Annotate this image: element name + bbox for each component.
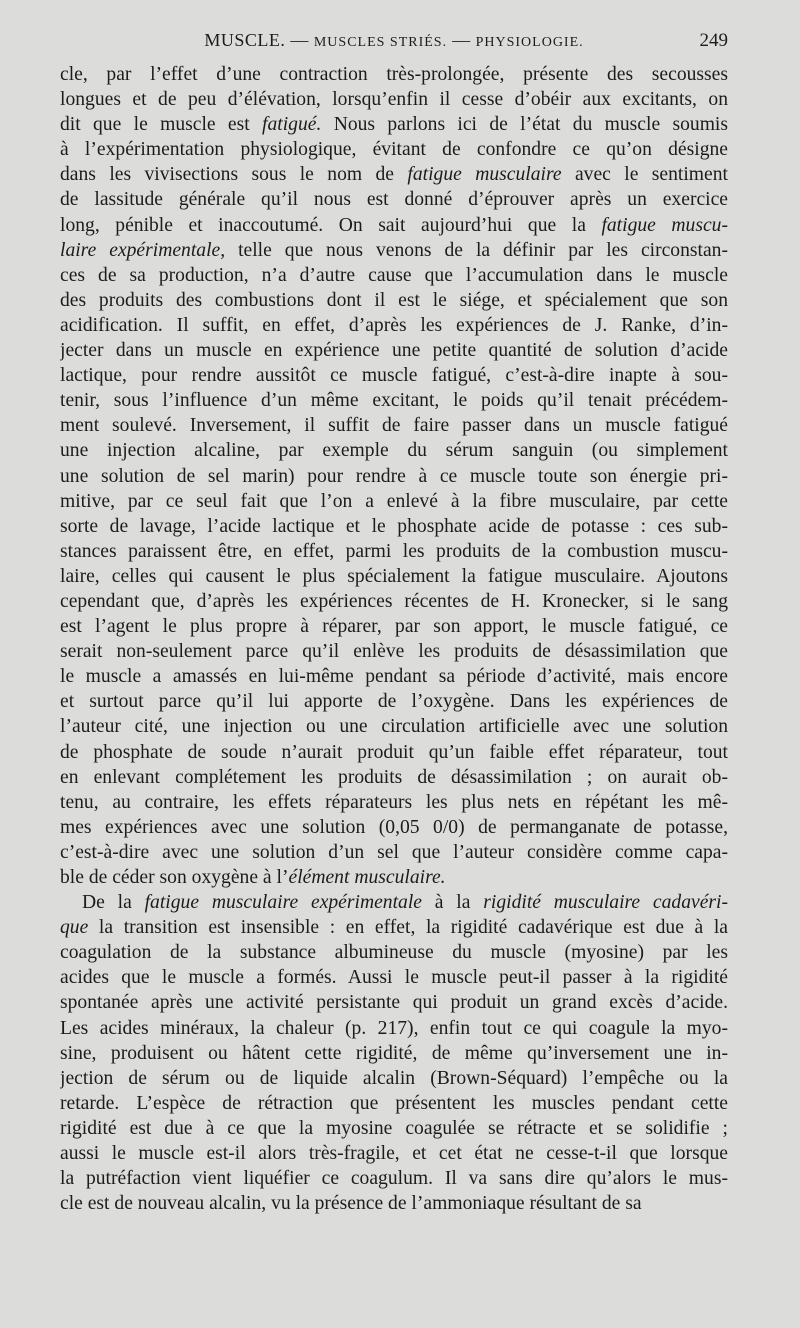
- text-run: mitive, par ce seul fait que l’on a enlevé à la fibre musculaire, par cette: [60, 490, 728, 512]
- running-title: [60, 30, 728, 51]
- text-line: [60, 664, 728, 689]
- text-run: jecter dans un muscle en expérience une petite quantité de solution d’acide: [60, 340, 728, 362]
- italic-text-run: fatigue muscu-: [601, 214, 728, 236]
- text-line: [60, 1116, 728, 1141]
- text-run: Nous parlons ici de l’état du muscle soumis: [321, 114, 728, 136]
- text-line: [60, 765, 728, 790]
- text-run: ment soulevé. Inversement, il suffit de faire passer dans un muscle fatigué: [60, 415, 728, 437]
- page-number: 249: [699, 30, 728, 51]
- text-run: rigidité est due à ce que la myosine coagulée se rétracte et se solidifie ;: [60, 1117, 728, 1139]
- text-line: [60, 1041, 728, 1066]
- text-run: mes expériences avec une solution (0,05 0/0) de permanganate de potasse,: [60, 816, 728, 838]
- text-line: [60, 639, 728, 664]
- text-run: l’auteur cité, une injection ou une circulation artificielle avec une solution: [60, 716, 728, 738]
- text-run: stances paraissent être, en effet, parmi les produits de la combustion muscu-: [60, 540, 728, 562]
- text-line: [60, 464, 728, 489]
- text-run: le muscle a amassés en lui-même pendant sa période d’activité, mais encore: [60, 666, 728, 688]
- body-text: [60, 62, 728, 1216]
- title-subsection: PHYSIOLOGIE.: [475, 35, 584, 50]
- text-line: [60, 112, 728, 137]
- text-line: [60, 890, 728, 915]
- text-run: de phosphate de soude n’aurait produit qu’un faible effet réparateur, tout: [60, 741, 728, 763]
- text-line: [60, 313, 728, 338]
- italic-text-run: fatigue musculaire expérimentale: [144, 892, 422, 914]
- text-line: [60, 162, 728, 187]
- italic-text-run: fatigué.: [262, 114, 322, 136]
- text-line: [60, 790, 728, 815]
- text-run: ble de céder son oxygène à l’: [60, 867, 289, 888]
- text-run: serait non-seulement parce qu’il enlève les produits de désassimilation que: [60, 641, 728, 663]
- text-line: [60, 438, 728, 463]
- text-line: [60, 87, 728, 112]
- paragraph: [60, 890, 728, 1216]
- text-run: et surtout parce qu’il lui apporte de l’oxygène. Dans les expériences de: [60, 691, 728, 713]
- text-run: laire, celles qui causent le plus spécialement la fatigue musculaire. Ajoutons: [60, 565, 728, 587]
- text-line: [60, 388, 728, 413]
- text-line: [60, 539, 728, 564]
- text-run: Les acides minéraux, la chaleur (p. 217), enfin tout ce qui coagule la myo-: [60, 1017, 728, 1039]
- text-run: cependant que, d’après les expériences récentes de H. Kronecker, si le sang: [60, 590, 728, 612]
- text-run: retarde. L’espèce de rétraction que présentent les muscles pendant cette: [60, 1092, 728, 1114]
- italic-text-run: élément musculaire.: [288, 867, 446, 888]
- text-run: cle, par l’effet d’une contraction très-prolongée, présente des secousses: [60, 64, 728, 85]
- text-line: [60, 137, 728, 162]
- text-run: en enlevant complétement les produits de désassimilation ; on aurait ob-: [60, 766, 728, 788]
- text-line: [60, 62, 728, 87]
- text-run: à la: [421, 892, 484, 914]
- text-run: telle que nous venons de la définir par les circonstan-: [225, 239, 728, 261]
- title-separator: —: [447, 30, 476, 50]
- text-run: est l’agent le plus propre à réparer, par son apport, le muscle fatigué, ce: [60, 616, 728, 638]
- text-line: [60, 489, 728, 514]
- text-line: [60, 213, 728, 238]
- text-line: [60, 1016, 728, 1041]
- text-line: [60, 865, 728, 890]
- italic-text-run: laire expérimentale,: [60, 239, 226, 261]
- italic-text-run: que: [60, 917, 89, 939]
- text-run: long, pénible et inaccoutumé. On sait aujourd’hui que la: [60, 214, 602, 236]
- text-run: de lassitude générale qu’il nous est donné d’éprouver après un exercice: [60, 189, 728, 211]
- text-line: [60, 940, 728, 965]
- text-run: coagulation de la substance albumineuse du muscle (myosine) par les: [60, 942, 728, 964]
- text-line: [60, 1141, 728, 1166]
- italic-text-run: fatigue musculaire: [407, 164, 562, 186]
- text-line: [60, 614, 728, 639]
- text-run: jection de sérum ou de liquide alcalin (Brown-Séquard) l’empêche ou la: [60, 1067, 728, 1089]
- text-run: une solution de sel marin) pour rendre à ce muscle toute son énergie pri-: [60, 465, 728, 487]
- text-run: dit que le muscle est: [60, 114, 263, 136]
- text-line: [60, 589, 728, 614]
- text-line: [60, 714, 728, 739]
- text-line: [60, 514, 728, 539]
- title-separator: —: [285, 30, 314, 50]
- title-main: MUSCLE.: [204, 30, 286, 50]
- text-run: aussi le muscle est-il alors très-fragile, et cet état ne cesse-t-il que lorsque: [60, 1143, 728, 1165]
- text-run: la putréfaction vient liquéfier ce coagulum. Il va sans dire qu’alors le mus-: [60, 1168, 728, 1190]
- text-line: [60, 1091, 728, 1116]
- text-run: tenir, sous l’influence d’un même excitant, le poids qu’il tenait précédem-: [60, 390, 728, 412]
- text-run: De la: [82, 892, 145, 914]
- text-run: dans les vivisections sous le nom de: [60, 164, 408, 186]
- text-line: [60, 990, 728, 1015]
- title-section: MUSCLES STRIÉS.: [313, 35, 448, 50]
- text-line: [60, 915, 728, 940]
- text-run: spontanée après une activité persistante qui produit un grand excès d’acide.: [60, 992, 728, 1014]
- text-line: [60, 815, 728, 840]
- text-run: acidification. Il suffit, en effet, d’après les expériences de J. Ranke, d’in-: [60, 314, 728, 336]
- text-run: c’est-à-dire avec une solution d’un sel que l’auteur considère comme capa-: [60, 841, 728, 863]
- text-line: [60, 1191, 728, 1216]
- text-line: [60, 413, 728, 438]
- running-header: [60, 30, 728, 60]
- text-run: une injection alcaline, par exemple du sérum sanguin (ou simplement: [60, 440, 728, 462]
- text-run: cle est de nouveau alcalin, vu la présence de l’ammoniaque résultant de sa: [60, 1193, 642, 1215]
- text-line: [60, 338, 728, 363]
- text-line: [60, 263, 728, 288]
- text-run: longues et de peu d’élévation, lorsqu’enfin il cesse d’obéir aux excitants, on: [60, 89, 728, 111]
- text-line: [60, 840, 728, 865]
- text-line: [60, 1066, 728, 1091]
- text-run: lactique, pour rendre aussitôt ce muscle fatigué, c’est-à-dire inapte à sou-: [60, 365, 728, 387]
- text-line: [60, 1166, 728, 1191]
- text-run: des produits des combustions dont il est le siége, et spécialement que son: [60, 289, 728, 311]
- text-run: la transition est insensible : en effet, la rigidité cadavérique est due à la: [88, 917, 728, 939]
- text-run: sorte de lavage, l’acide lactique et le phosphate acide de potasse : ces sub-: [60, 515, 728, 537]
- paragraph: [60, 62, 728, 890]
- text-line: [60, 363, 728, 388]
- text-run: sine, produisent ou hâtent cette rigidité, de même qu’inversement une in-: [60, 1042, 728, 1064]
- text-line: [60, 689, 728, 714]
- text-line: [60, 564, 728, 589]
- text-line: [60, 288, 728, 313]
- text-run: à l’expérimentation physiologique, évitant de confondre ce qu’on désigne: [60, 139, 728, 161]
- text-line: [60, 965, 728, 990]
- text-line: [60, 238, 728, 263]
- text-line: [60, 187, 728, 212]
- text-run: tenu, au contraire, les effets réparateurs les plus nets en répétant les mê-: [60, 791, 728, 813]
- italic-text-run: rigidité musculaire cadavéri-: [483, 892, 728, 914]
- text-run: ces de sa production, n’a d’autre cause que l’accumulation dans le muscle: [60, 264, 728, 286]
- text-run: avec le sentiment: [561, 164, 728, 186]
- text-line: [60, 740, 728, 765]
- text-run: acides que le muscle a formés. Aussi le muscle peut-il passer à la rigidité: [60, 967, 728, 989]
